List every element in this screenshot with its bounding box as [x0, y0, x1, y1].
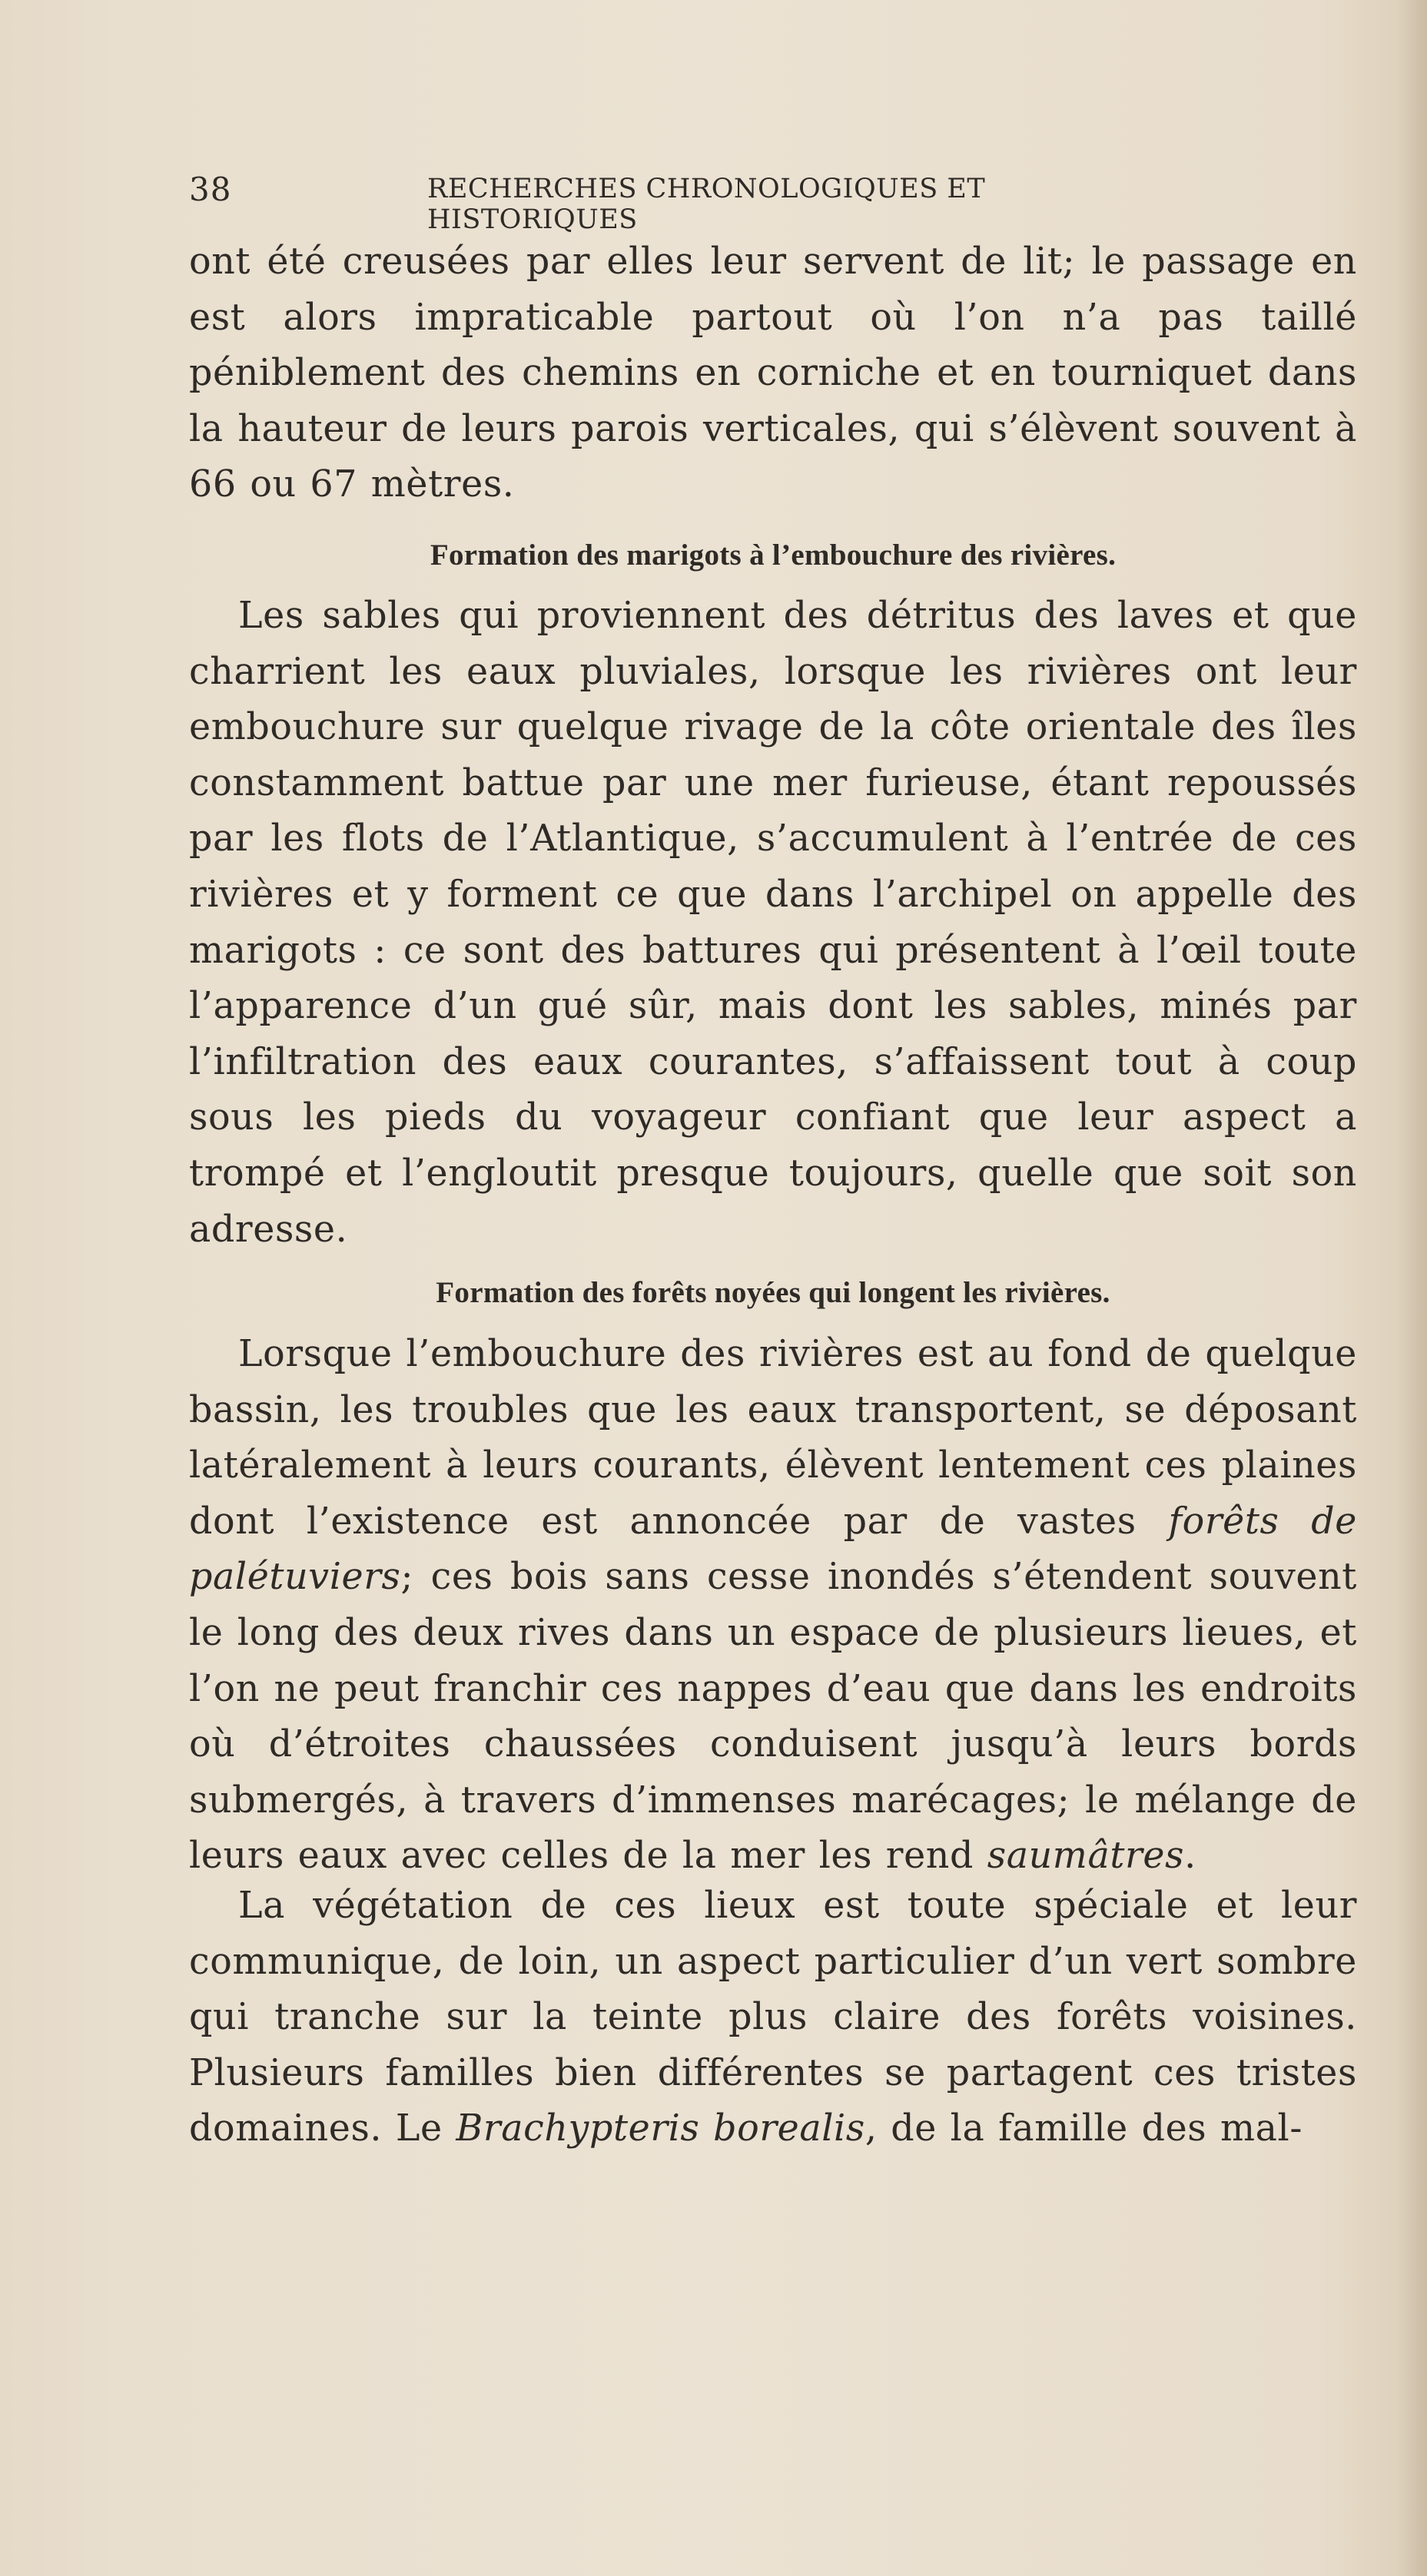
- section-heading-forets-noyees: Formation des forêts noyées qui longent les rivières.: [436, 1276, 1110, 1309]
- page-edge-shadow: [1396, 0, 1427, 2576]
- paragraph-text: , de la famille des mal-: [864, 2107, 1303, 2150]
- paragraph-marigots: Les sables qui proviennent des détritus des laves et que charrient les eaux pluviales, lorsque les rivières ont leur embouchure sur quelque rivage de la côte orientale des îles constamment battue par une mer furieuse, étant repoussés par les flots de l’Atlantique, s’accumulent à l’entrée de ces rivières et y forment ce que dans l’archipel on appelle des marigots : ce sont des battures qui présentent à l’œil toute l’apparence d’un gué sûr, mais dont les sables, minés par l’infiltration des eaux courantes, s’affaissent tout à coup sous les pieds du voyageur confiant que leur aspect a trompé et l’engloutit presque toujours, quelle que soit son adresse.: [189, 595, 1357, 1251]
- page-number: 38: [189, 171, 232, 208]
- paragraph-vegetation: [189, 1878, 1357, 2157]
- italic-term-saumatres: saumâtres: [987, 1835, 1185, 1878]
- italic-term-forets-de-paletuviers: forêts de palétuviers: [189, 1500, 1357, 1599]
- paragraph-text: La végétation de ces lieux est toute spéciale et leur communique, de loin, un aspect particulier d’un vert sombre qui tranche sur la teinte plus claire des forêts voisines. Plusieurs familles bien différentes se partagent ces tristes domaines. Le: [189, 1885, 1357, 2150]
- paragraph-text: .: [1184, 1835, 1196, 1878]
- page-header: [189, 171, 1203, 235]
- paragraph-text: ; ces bois sans cesse inondés s’étendent souvent le long des deux rives dans un espace de plusieurs lieues, et l’on ne peut franchir ces nappes d’eau que dans les endroits où d’étroites chaussées conduisent jusqu’à leurs bords submergés, à travers d’immenses marécages; le mélange de leurs eaux avec celles de la mer les rend: [189, 1556, 1357, 1878]
- italic-term-brachypteris-borealis: Brachypteris borealis: [456, 2107, 865, 2150]
- paragraph-continuation: ont été creusées par elles leur servent de lit; le passage en est alors impraticable partout où l’on n’a pas taillé péniblement des chemins en corniche et en tourniquet dans la hauteur de leurs parois verticales, qui s’élèvent souvent à 66 ou 67 mètres.: [189, 240, 1357, 506]
- paragraph-forets-noyees: [189, 1327, 1357, 1885]
- section-heading-marigots: Formation des marigots à l’embouchure des rivières.: [430, 539, 1117, 572]
- running-title: RECHERCHES CHRONOLOGIQUES ET HISTORIQUES: [427, 174, 986, 235]
- paragraph-text: Lorsque l’embouchure des rivières est au fond de quelque bassin, les troubles que les eaux transportent, se déposant latéralement à leurs courants, élèvent lentement ces plaines dont l’existence est annoncée par de vastes: [189, 1333, 1357, 1543]
